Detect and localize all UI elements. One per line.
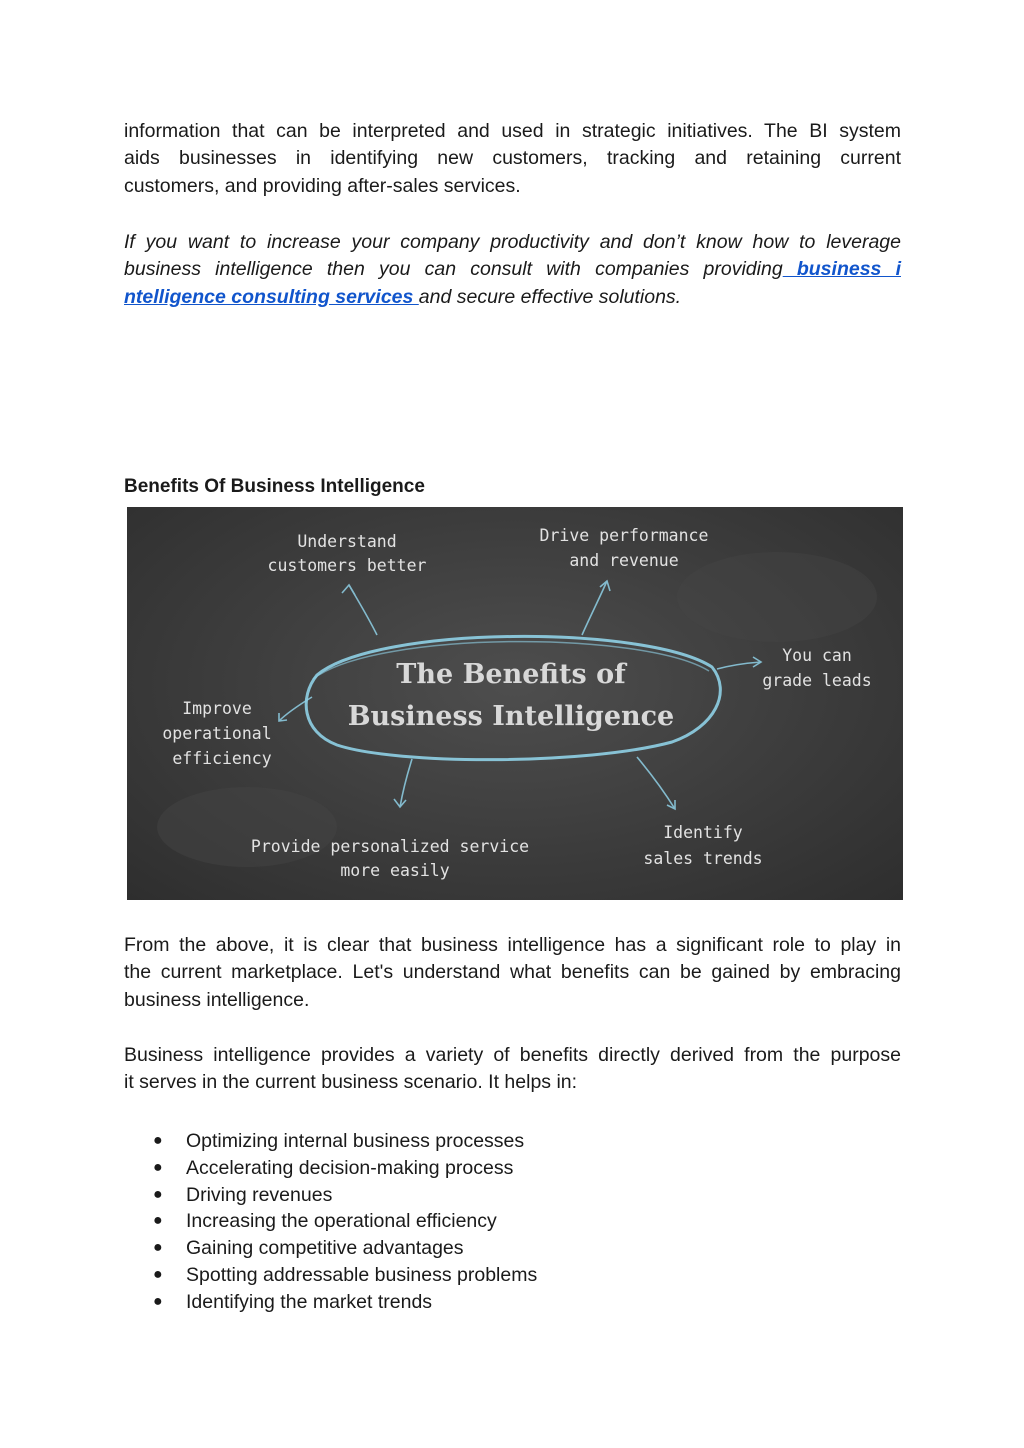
node-trends-line-2: sales trends — [643, 849, 763, 868]
node-leads-line-1: You can — [782, 646, 852, 665]
benefits-list — [150, 1128, 537, 1316]
benefits-intro-paragraph — [124, 1042, 901, 1097]
node-leads-line-2: grade leads — [762, 671, 872, 690]
section-heading: Benefits Of Business Intelligence — [124, 476, 425, 497]
para1-line-3: business intelligence. — [124, 988, 310, 1011]
callout-line-3-text: and secure effective solutions. — [418, 285, 682, 308]
consulting-services-link-part-2[interactable]: ntelligence consulting services — [124, 285, 419, 308]
intro-paragraph — [124, 118, 901, 200]
para2-line-1: Business intelligence provides a variety of benefits directly derived from the purpose — [124, 1044, 901, 1066]
callout-line-2-text: business intelligence then you can consult with companies providing — [124, 258, 783, 281]
intro-line-2: aids businesses in identifying new customers, tracking and retaining current — [124, 147, 901, 170]
intro-line-1: information that can be interpreted and used in strategic initiatives. The BI system — [124, 120, 901, 142]
node-service-line-2: more easily — [340, 861, 450, 880]
node-service-line-1: Provide personalized service — [250, 837, 530, 856]
marketplace-paragraph — [124, 932, 901, 1014]
node-trends-line-1: Identify — [663, 823, 743, 842]
center-ellipse — [306, 636, 720, 759]
para1-line-2: the current marketplace. Let's understand what benefits can be gained by embracing — [124, 961, 901, 984]
callout-line-3 — [124, 284, 901, 311]
arrow-to-performance — [582, 581, 607, 635]
arrow-to-service — [400, 759, 412, 807]
chalk-smudge — [677, 552, 877, 642]
figure-title-line-1: The Benefits of — [396, 659, 626, 690]
para2-line-2: it serves in the current business scenario. It helps in: — [124, 1071, 578, 1094]
figure-title-line-2: Business Intelligence — [347, 701, 675, 732]
list-item: ● Spotting addressable business problems — [150, 1262, 537, 1289]
list-item: ● Gaining competitive advantages — [150, 1235, 537, 1262]
node-efficiency-line-1: Improve — [182, 699, 252, 718]
para1-line-1: From the above, it is clear that business intelligence has a significant role to play in — [124, 934, 901, 956]
arrow-to-trends — [637, 757, 675, 809]
intro-line-3: customers, and providing after-sales services. — [124, 174, 521, 197]
benefits-chalkboard-image — [127, 507, 903, 900]
list-item: ● Optimizing internal business processes — [150, 1128, 537, 1155]
callout-line-2 — [124, 256, 901, 283]
node-efficiency-line-3: efficiency — [172, 749, 272, 768]
list-item: ● Driving revenues — [150, 1182, 537, 1209]
node-customers-line-1: Understand — [297, 532, 397, 551]
list-item: ● Identifying the market trends — [150, 1289, 537, 1316]
node-efficiency-line-2: operational — [162, 724, 272, 743]
list-item: ● Accelerating decision-making process — [150, 1155, 537, 1182]
chalkboard-drawing — [127, 507, 903, 900]
node-performance-line-2: and revenue — [569, 551, 679, 570]
consulting-services-link-part-1[interactable]: business i — [782, 258, 901, 281]
node-performance-line-1: Drive performance — [539, 526, 709, 545]
node-customers-line-2: customers better — [267, 556, 427, 575]
callout-line-1: If you want to increase your company productivity and don’t know how to leverage — [124, 231, 901, 253]
consulting-callout — [124, 229, 901, 311]
list-item: ● Increasing the operational efficiency — [150, 1208, 537, 1235]
